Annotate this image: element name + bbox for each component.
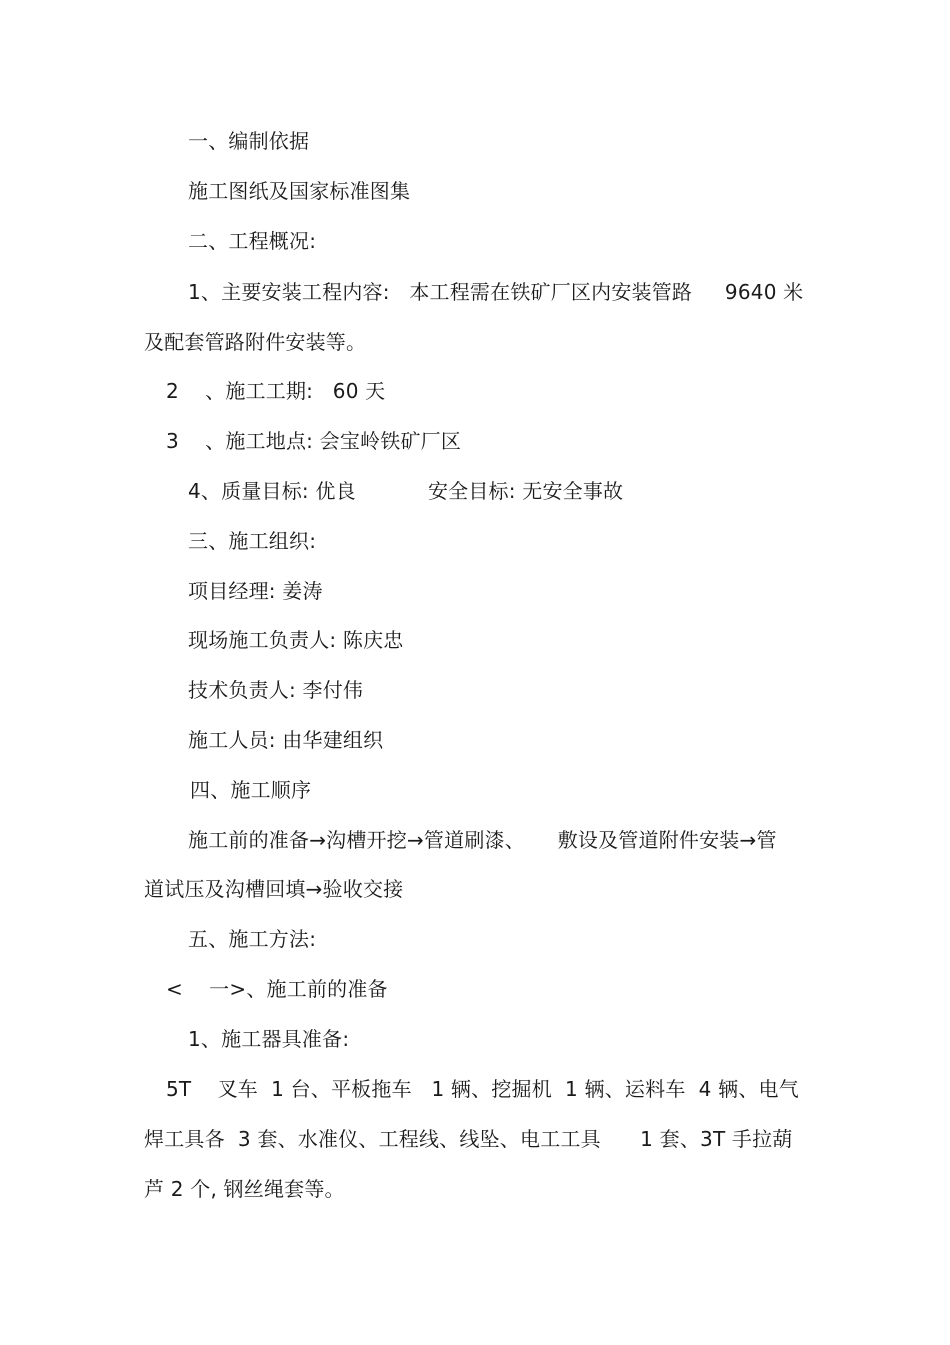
heading-preparation: < 一>、施工前的准备 [166,977,388,1001]
paragraph-drawings: 施工图纸及国家标准图集 [188,179,411,203]
heading-overview: 二、工程概况: [188,229,317,253]
paragraph-tech-lead: 技术负责人: 李付伟 [188,678,364,702]
paragraph-main-content-cont: 及配套管路附件安装等。 [144,330,367,354]
paragraph-site-lead: 现场施工负责人: 陈庆忠 [188,628,404,652]
paragraph-staff: 施工人员: 由华建组织 [188,728,384,752]
heading-methods: 五、施工方法: [188,927,317,951]
paragraph-equipment-end: 芦 2 个, 钢丝绳套等。 [144,1177,345,1201]
heading-equipment: 1、施工器具准备: [188,1027,350,1051]
paragraph-equipment: 5T 叉车 1 台、平板拖车 1 辆、挖掘机 1 辆、运料车 4 辆、电气 [166,1077,799,1101]
heading-organization: 三、施工组织: [188,529,317,553]
paragraph-location: 3 、施工地点: 会宝岭铁矿厂区 [166,429,462,453]
paragraph-equipment-cont: 焊工具各 3 套、水准仪、工程线、线坠、电工工具 1 套、3T 手拉葫 [144,1127,793,1151]
paragraph-main-content: 1、主要安装工程内容: 本工程需在铁矿厂区内安装管路 9640 米 [188,280,804,304]
heading-basis: 一、编制依据 [188,129,310,153]
paragraph-project-manager: 项目经理: 姜涛 [188,579,323,603]
paragraph-targets: 4、质量目标: 优良 安全目标: 无安全事故 [188,479,624,503]
heading-sequence: 四、施工顺序 [190,778,312,802]
paragraph-duration: 2 、施工工期: 60 天 [166,379,386,403]
paragraph-sequence-cont: 道试压及沟槽回填→验收交接 [144,877,404,901]
paragraph-sequence: 施工前的准备→沟槽开挖→管道刷漆、 敷设及管道附件安装→管 [188,828,777,852]
